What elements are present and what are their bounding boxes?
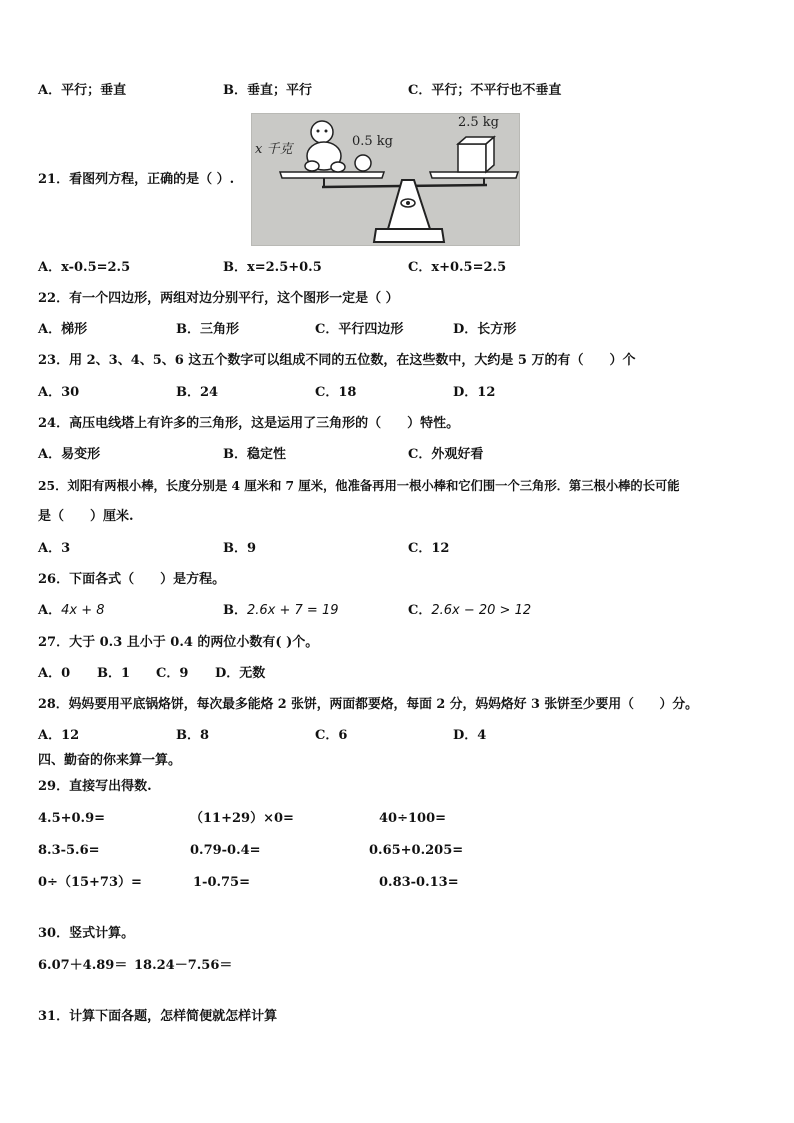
q26-option-b — [223, 603, 339, 619]
calc-item: 8.3-5.6= — [38, 843, 100, 858]
q26-option-a — [38, 603, 105, 619]
q26-option-b-expr: 2.6x + 7 = 19 — [247, 603, 339, 618]
q27-option-c: C．9 — [156, 666, 189, 681]
q24-option-a: A．易变形 — [38, 447, 101, 462]
scale-left-label: x 千克 — [255, 142, 293, 157]
scale-mid-label: 0.5 kg — [352, 134, 394, 149]
q20-option-b: B．垂直；平行 — [223, 83, 312, 98]
q30-expr-1: 6.07＋4.89＝ — [38, 958, 128, 973]
calc-item: 4.5+0.9= — [38, 811, 106, 826]
q28-option-c: C．6 — [315, 728, 348, 743]
q23-option-c: C．18 — [315, 385, 357, 400]
q25-stem-line1: 25．刘阳有两根小棒，长度分别是 4 厘米和 7 厘米，他准备再用一根小棒和它们围一个三角形．第三根小棒的长可能 — [38, 478, 680, 493]
balance-scale-figure — [251, 113, 520, 246]
q22-stem: 22．有一个四边形，两组对边分别平行，这个图形一定是（ ） — [38, 291, 399, 306]
q22-option-a: A．梯形 — [38, 322, 88, 337]
q26-stem: 26．下面各式（ ）是方程。 — [38, 572, 226, 587]
q28-option-b: B．8 — [176, 728, 210, 743]
q21-stem: 21．看图列方程，正确的是（ ）. — [38, 172, 235, 187]
q26-option-c — [408, 603, 531, 619]
q25-option-b: B．9 — [223, 541, 257, 556]
q30-stem: 30．竖式计算。 — [38, 926, 135, 941]
q26-option-b-label: B． — [223, 603, 247, 618]
q23-option-d: D．12 — [453, 385, 496, 400]
q28-option-d: D．4 — [453, 728, 487, 743]
q26-option-c-label: C． — [408, 603, 432, 618]
calc-item: （11+29）×0= — [190, 811, 294, 826]
q23-option-b: B．24 — [176, 385, 219, 400]
q26-option-a-expr: 4x + 8 — [61, 603, 105, 618]
q20-option-c: C．平行；不平行也不垂直 — [408, 83, 562, 98]
q21-option-c: C．x+0.5=2.5 — [408, 260, 507, 275]
q25-stem-line2: 是（ ）厘米. — [38, 509, 134, 524]
q24-option-b: B．稳定性 — [223, 447, 286, 462]
section-heading: 四、勤奋的你来算一算。 — [38, 753, 182, 768]
q21-option-b: B．x=2.5+0.5 — [223, 260, 322, 275]
q21-option-a: A．x-0.5=2.5 — [38, 260, 131, 275]
q27-option-b: B．1 — [97, 666, 131, 681]
calc-item: 0.79-0.4= — [190, 843, 261, 858]
q30-expr-2: 18.24－7.56＝ — [134, 958, 233, 973]
q25-option-c: C．12 — [408, 541, 450, 556]
q28-stem: 28．妈妈要用平底锅烙饼，每次最多能烙 2 张饼，两面都要烙，每面 2 分，妈妈烙好 3 张饼至少要用（ ）分。 — [38, 697, 698, 712]
q28-option-a: A．12 — [38, 728, 80, 743]
calc-item: 1-0.75= — [193, 875, 250, 890]
calc-item: 0.65+0.205= — [369, 843, 464, 858]
calc-item: 0.83-0.13= — [379, 875, 459, 890]
q25-option-a: A．3 — [38, 541, 71, 556]
q26-option-a-label: A． — [38, 603, 62, 618]
q31-stem: 31．计算下面各题，怎样简便就怎样计算 — [38, 1009, 278, 1024]
q23-stem: 23．用 2、3、4、5、6 这五个数字可以组成不同的五位数，在这些数中，大约是 5 万的有（ ）个 — [38, 353, 636, 368]
calc-item: 0÷（15+73）= — [38, 875, 142, 890]
q27-option-d: D．无数 — [215, 666, 266, 681]
calc-item: 40÷100= — [379, 811, 447, 826]
q24-option-c: C．外观好看 — [408, 447, 484, 462]
q22-option-c: C．平行四边形 — [315, 322, 404, 337]
q22-option-d: D．长方形 — [453, 322, 517, 337]
q29-stem: 29．直接写出得数. — [38, 779, 152, 794]
scale-right-label: 2.5 kg — [458, 115, 500, 130]
q27-option-a: A．0 — [38, 666, 71, 681]
q26-option-c-expr: 2.6x − 20 > 12 — [431, 603, 532, 618]
q23-option-a: A．30 — [38, 385, 80, 400]
q27-stem: 27．大于 0.3 且小于 0.4 的两位小数有( )个。 — [38, 635, 319, 650]
q22-option-b: B．三角形 — [176, 322, 239, 337]
q24-stem: 24．高压电线塔上有许多的三角形，这是运用了三角形的（ ）特性。 — [38, 416, 460, 431]
q20-option-a: A．平行；垂直 — [38, 83, 127, 98]
